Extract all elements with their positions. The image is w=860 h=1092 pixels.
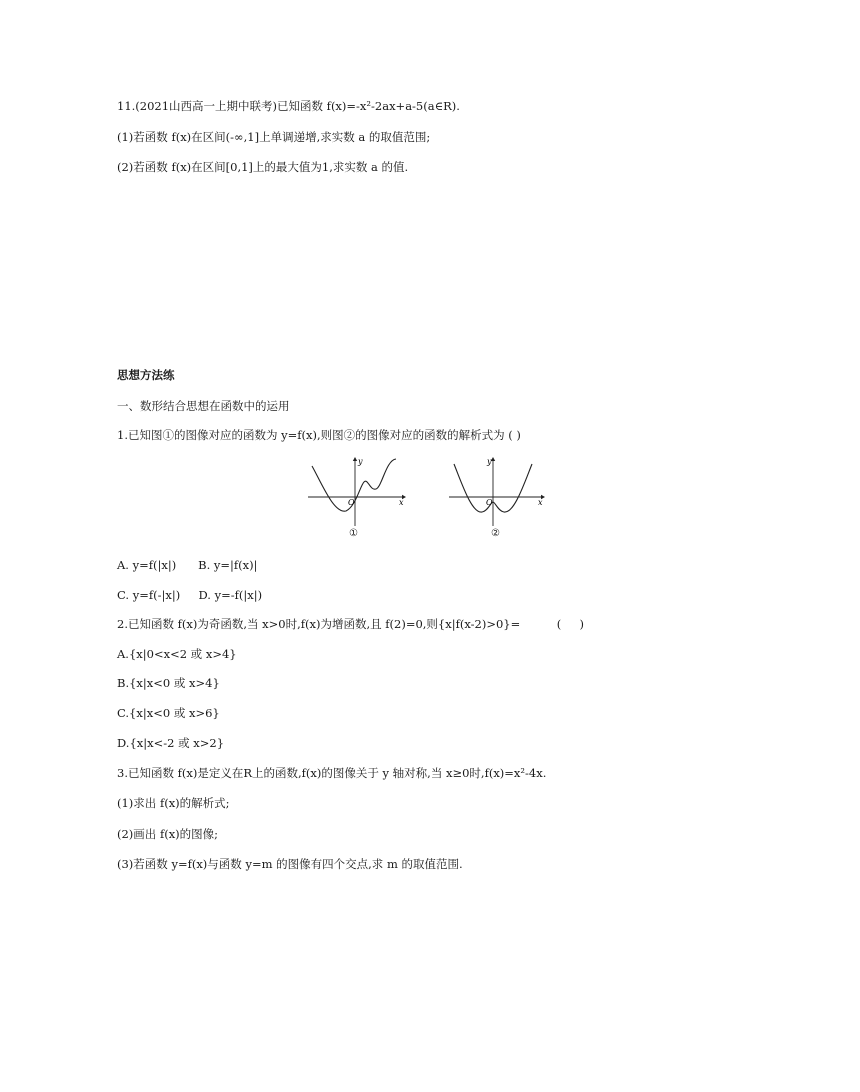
- question-2-option-c: C.{x|x<0 或 x>6}: [117, 706, 220, 720]
- problem-11-part1: (1)若函数 f(x)在区间(-∞,1]上单调递增,求实数 a 的取值范围;: [117, 130, 431, 144]
- question-1-options-cd: C. y=f(-|x|) D. y=-f(|x|): [117, 588, 263, 602]
- question-2-option-d: D.{x|x<-2 或 x>2}: [117, 736, 225, 750]
- figure-1-y-label: y: [358, 457, 363, 466]
- figure-1-y-arrow: [353, 457, 357, 461]
- question-1-options-ab: A. y=f(|x|) B. y=|f(x)|: [117, 558, 258, 572]
- question-3-part3: (3)若函数 y=f(x)与函数 y=m 的图像有四个交点,求 m 的取值范围.: [117, 857, 463, 871]
- figure-2-x-label: x: [538, 498, 543, 507]
- section-subtitle: 一、数形结合思想在函数中的运用: [117, 399, 290, 413]
- figure-1-label: ①: [349, 528, 358, 539]
- question-3-stem: 3.已知函数 f(x)是定义在R上的函数,f(x)的图像关于 y 轴对称,当 x≥0时,f(x)=x²-4x.: [117, 766, 547, 780]
- problem-11-part2: (2)若函数 f(x)在区间[0,1]上的最大值为1,求实数 a 的值.: [117, 160, 409, 174]
- figure-2-graph: [447, 456, 549, 528]
- figure-2-origin-label: O: [486, 498, 493, 507]
- figure-1-graph: [306, 456, 408, 528]
- figure-2-y-label: y: [487, 457, 492, 466]
- question-2-stem: 2.已知函数 f(x)为奇函数,当 x>0时,f(x)为增函数,且 f(2)=0,则{x|f(x-2)>0}= ( ): [117, 617, 585, 631]
- question-2-option-a: A.{x|0<x<2 或 x>4}: [117, 647, 237, 661]
- problem-11-header: 11.(2021山西高一上期中联考)已知函数 f(x)=-x²-2ax+a-5(a∈R).: [117, 99, 460, 113]
- question-3-part2: (2)画出 f(x)的图像;: [117, 827, 219, 841]
- question-1-stem: 1.已知图①的图像对应的函数为 y=f(x),则图②的图像对应的函数的解析式为 ( ): [117, 428, 521, 442]
- question-3-part1: (1)求出 f(x)的解析式;: [117, 796, 230, 810]
- figure-1-x-label: x: [399, 498, 404, 507]
- section-title: 思想方法练: [117, 368, 175, 382]
- question-2-option-b: B.{x|x<0 或 x>4}: [117, 676, 220, 690]
- figure-2-label: ②: [491, 528, 500, 539]
- figure-1-origin-label: O: [348, 498, 355, 507]
